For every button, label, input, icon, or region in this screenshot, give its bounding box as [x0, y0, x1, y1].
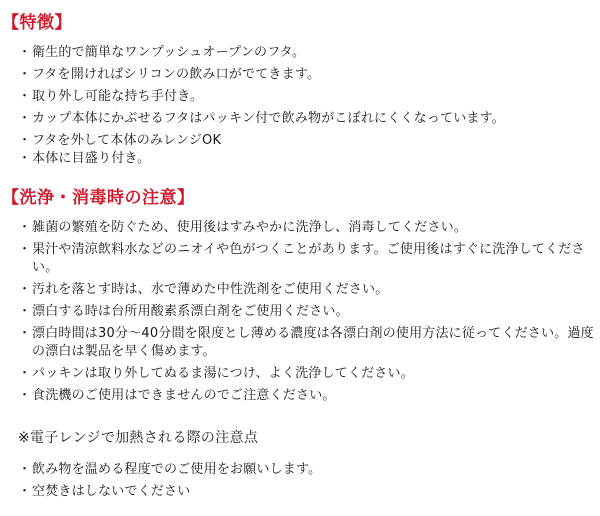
list-item: ・ 衛生的で簡単なワンプッシュオープンのフタ。	[18, 45, 306, 60]
bullet-glyph: ・	[18, 462, 32, 477]
list-item: ・ 本体に目盛り付き。	[18, 151, 151, 166]
list-item: ・ カップ本体にかぶせるフタはパッキン付で飲み物がこぼれにくくなっています。	[18, 111, 505, 126]
list-item: ・ 果汁や清涼飲料水などのニオイや色がつくことがあります。ご使用後はすぐに洗浄してください。	[18, 242, 585, 275]
bullet-glyph: ・	[18, 326, 32, 341]
microwave-list	[0, 461, 596, 505]
bullet-glyph: ・	[18, 111, 32, 126]
care-heading: 【洗浄・消毒時の注意】	[2, 188, 195, 208]
list-item: ・ 汚れを落とす時は、水で薄めた中性洗剤をご使用ください。	[18, 282, 389, 297]
list-item: ・ 雑菌の繁殖を防ぐため、使用後はすみやかに洗浄し、消毒してください。	[18, 220, 468, 235]
bullet-glyph: ・	[18, 484, 32, 499]
list-item: ・ 漂白する時は台所用酸素系漂白剤をご使用ください。	[18, 304, 349, 319]
list-item: ・ 食洗機のご使用はできませんのでご注意ください。	[18, 388, 336, 403]
list-item: ・ 空焚きはしないでください	[18, 484, 191, 499]
list-item: ・ フタを外して本体のみレンジOK	[18, 133, 222, 148]
bullet-glyph: ・	[18, 45, 32, 60]
bullet-glyph: ・	[18, 282, 32, 297]
bullet-glyph: ・	[18, 89, 32, 104]
bullet-glyph: ・	[18, 133, 32, 148]
list-item: ・ パッキンは取り外してぬるま湯につけ、よく洗浄してください。	[18, 366, 414, 381]
care-list	[0, 219, 596, 409]
bullet-glyph: ・	[18, 304, 32, 319]
list-item: ・ 取り外し可能な持ち手付き。	[18, 89, 204, 104]
bullet-glyph: ・	[18, 366, 32, 381]
bullet-glyph: ・	[18, 220, 32, 235]
list-item: ・ フタを開ければシリコンの飲み口がでてきます。	[18, 67, 321, 82]
list-item: ・ 漂白時間は30分〜40分間を限度とし薄める濃度は各漂白剤の使用方法に従ってください。過度の漂白は製品を早く傷めます。	[18, 326, 594, 359]
bullet-glyph: ・	[18, 388, 32, 403]
bullet-glyph: ・	[18, 242, 32, 257]
bullet-glyph: ・	[18, 67, 32, 82]
features-list	[0, 44, 596, 172]
features-heading: 【特徴】	[2, 13, 72, 33]
bullet-glyph: ・	[18, 151, 32, 166]
microwave-note: ※電子レンジで加熱される際の注意点	[18, 430, 259, 446]
list-item: ・ 飲み物を温める程度でのご使用をお願いします。	[18, 462, 322, 477]
